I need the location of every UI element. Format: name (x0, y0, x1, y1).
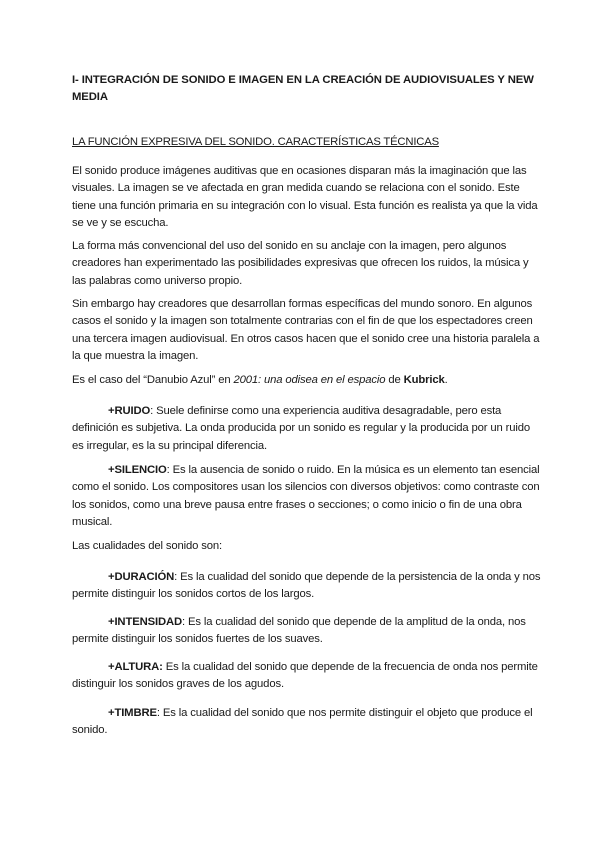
film-title: 2001: una odisea en el espacio (233, 374, 386, 386)
paragraph-intro: El sonido produce imágenes auditivas que en ocasiones disparan más la imaginación que las visuales. La imagen se ve afectada en gran medida cuando se relaciona con el sonido. Este tiene una función primaria en su integración con lo visual. Esta función es realista ya que la vida se ve y se escucha. (72, 165, 538, 230)
paragraph-convencional: La forma más convencional del uso del sonido en su anclaje con la imagen, pero algunos creadores han experimentado las posibilidades expresivas que ofrecen los ruidos, la música y las palabras como universo propio. (72, 240, 529, 287)
term-duracion: +DURACIÓN (108, 571, 175, 583)
paragraph-creadores: Sin embargo hay creadores que desarrollan formas específicas del mundo sonoro. En algunos casos el sonido y la imagen son totalmente contrarias con el fin de que los espectadores creen una tercera imagen audiovisual. En otros casos hacen que el sonido cree una historia paralela a la que muestra la imagen. (72, 298, 540, 363)
paragraph-intensidad (72, 614, 542, 649)
term-timbre: +TIMBRE (108, 707, 157, 719)
term-ruido: +RUIDO (108, 405, 151, 417)
danubio-mid-text: de (385, 374, 404, 386)
paragraph-duracion (72, 569, 542, 604)
duracion-definition: : Es la cualidad del sonido que depende de la persistencia de la onda y nos permite distinguir los sonidos cortos de los largos. (72, 571, 541, 601)
director-name: Kubrick (403, 374, 445, 386)
paragraph-altura (72, 659, 542, 694)
paragraph-danubio-azul (72, 372, 542, 389)
term-intensidad: +INTENSIDAD (108, 616, 182, 628)
altura-definition: Es la cualidad del sonido que depende de la frecuencia de onda nos permite distinguir los sonidos graves de los agudos. (72, 661, 538, 691)
intensidad-definition: : Es la cualidad del sonido que depende de la amplitud de la onda, nos permite distinguir los sonidos fuertes de los suaves. (72, 616, 526, 646)
paragraph-ruido (72, 403, 542, 455)
document-title: I- INTEGRACIÓN DE SONIDO E IMAGEN EN LA CREACIÓN DE AUDIOVISUALES Y NEW MEDIA (72, 74, 534, 103)
ruido-definition: : Suele definirse como una experiencia auditiva desagradable, pero esta definición es subjetiva. La onda producida por un sonido es regular y la producida por un ruido es irregular, es la su principal diferencia. (72, 405, 531, 452)
term-silencio: +SILENCIO (108, 464, 167, 476)
section-heading: LA FUNCIÓN EXPRESIVA DEL SONIDO. CARACTERÍSTICAS TÉCNICAS (72, 136, 439, 148)
silencio-definition: : Es la ausencia de sonido o ruido. En la música es un elemento tan esencial como el sonido. Los compositores usan los silencios con diversos objetivos: como contraste con los sonidos, como una breve pausa entre frases o secciones; o como inicio o fin de una obra musical. (72, 464, 540, 529)
danubio-post-text: . (444, 374, 448, 386)
paragraph-silencio (72, 462, 542, 532)
term-altura: +ALTURA: (108, 661, 163, 673)
paragraph-cualidades-intro: Las cualidades del sonido son: (72, 540, 222, 552)
timbre-definition: : Es la cualidad del sonido que nos permite distinguir el objeto que produce el sonido. (72, 707, 533, 737)
danubio-pre-text: Es el caso del “Danubio Azul” en (72, 374, 234, 386)
paragraph-timbre (72, 705, 542, 740)
